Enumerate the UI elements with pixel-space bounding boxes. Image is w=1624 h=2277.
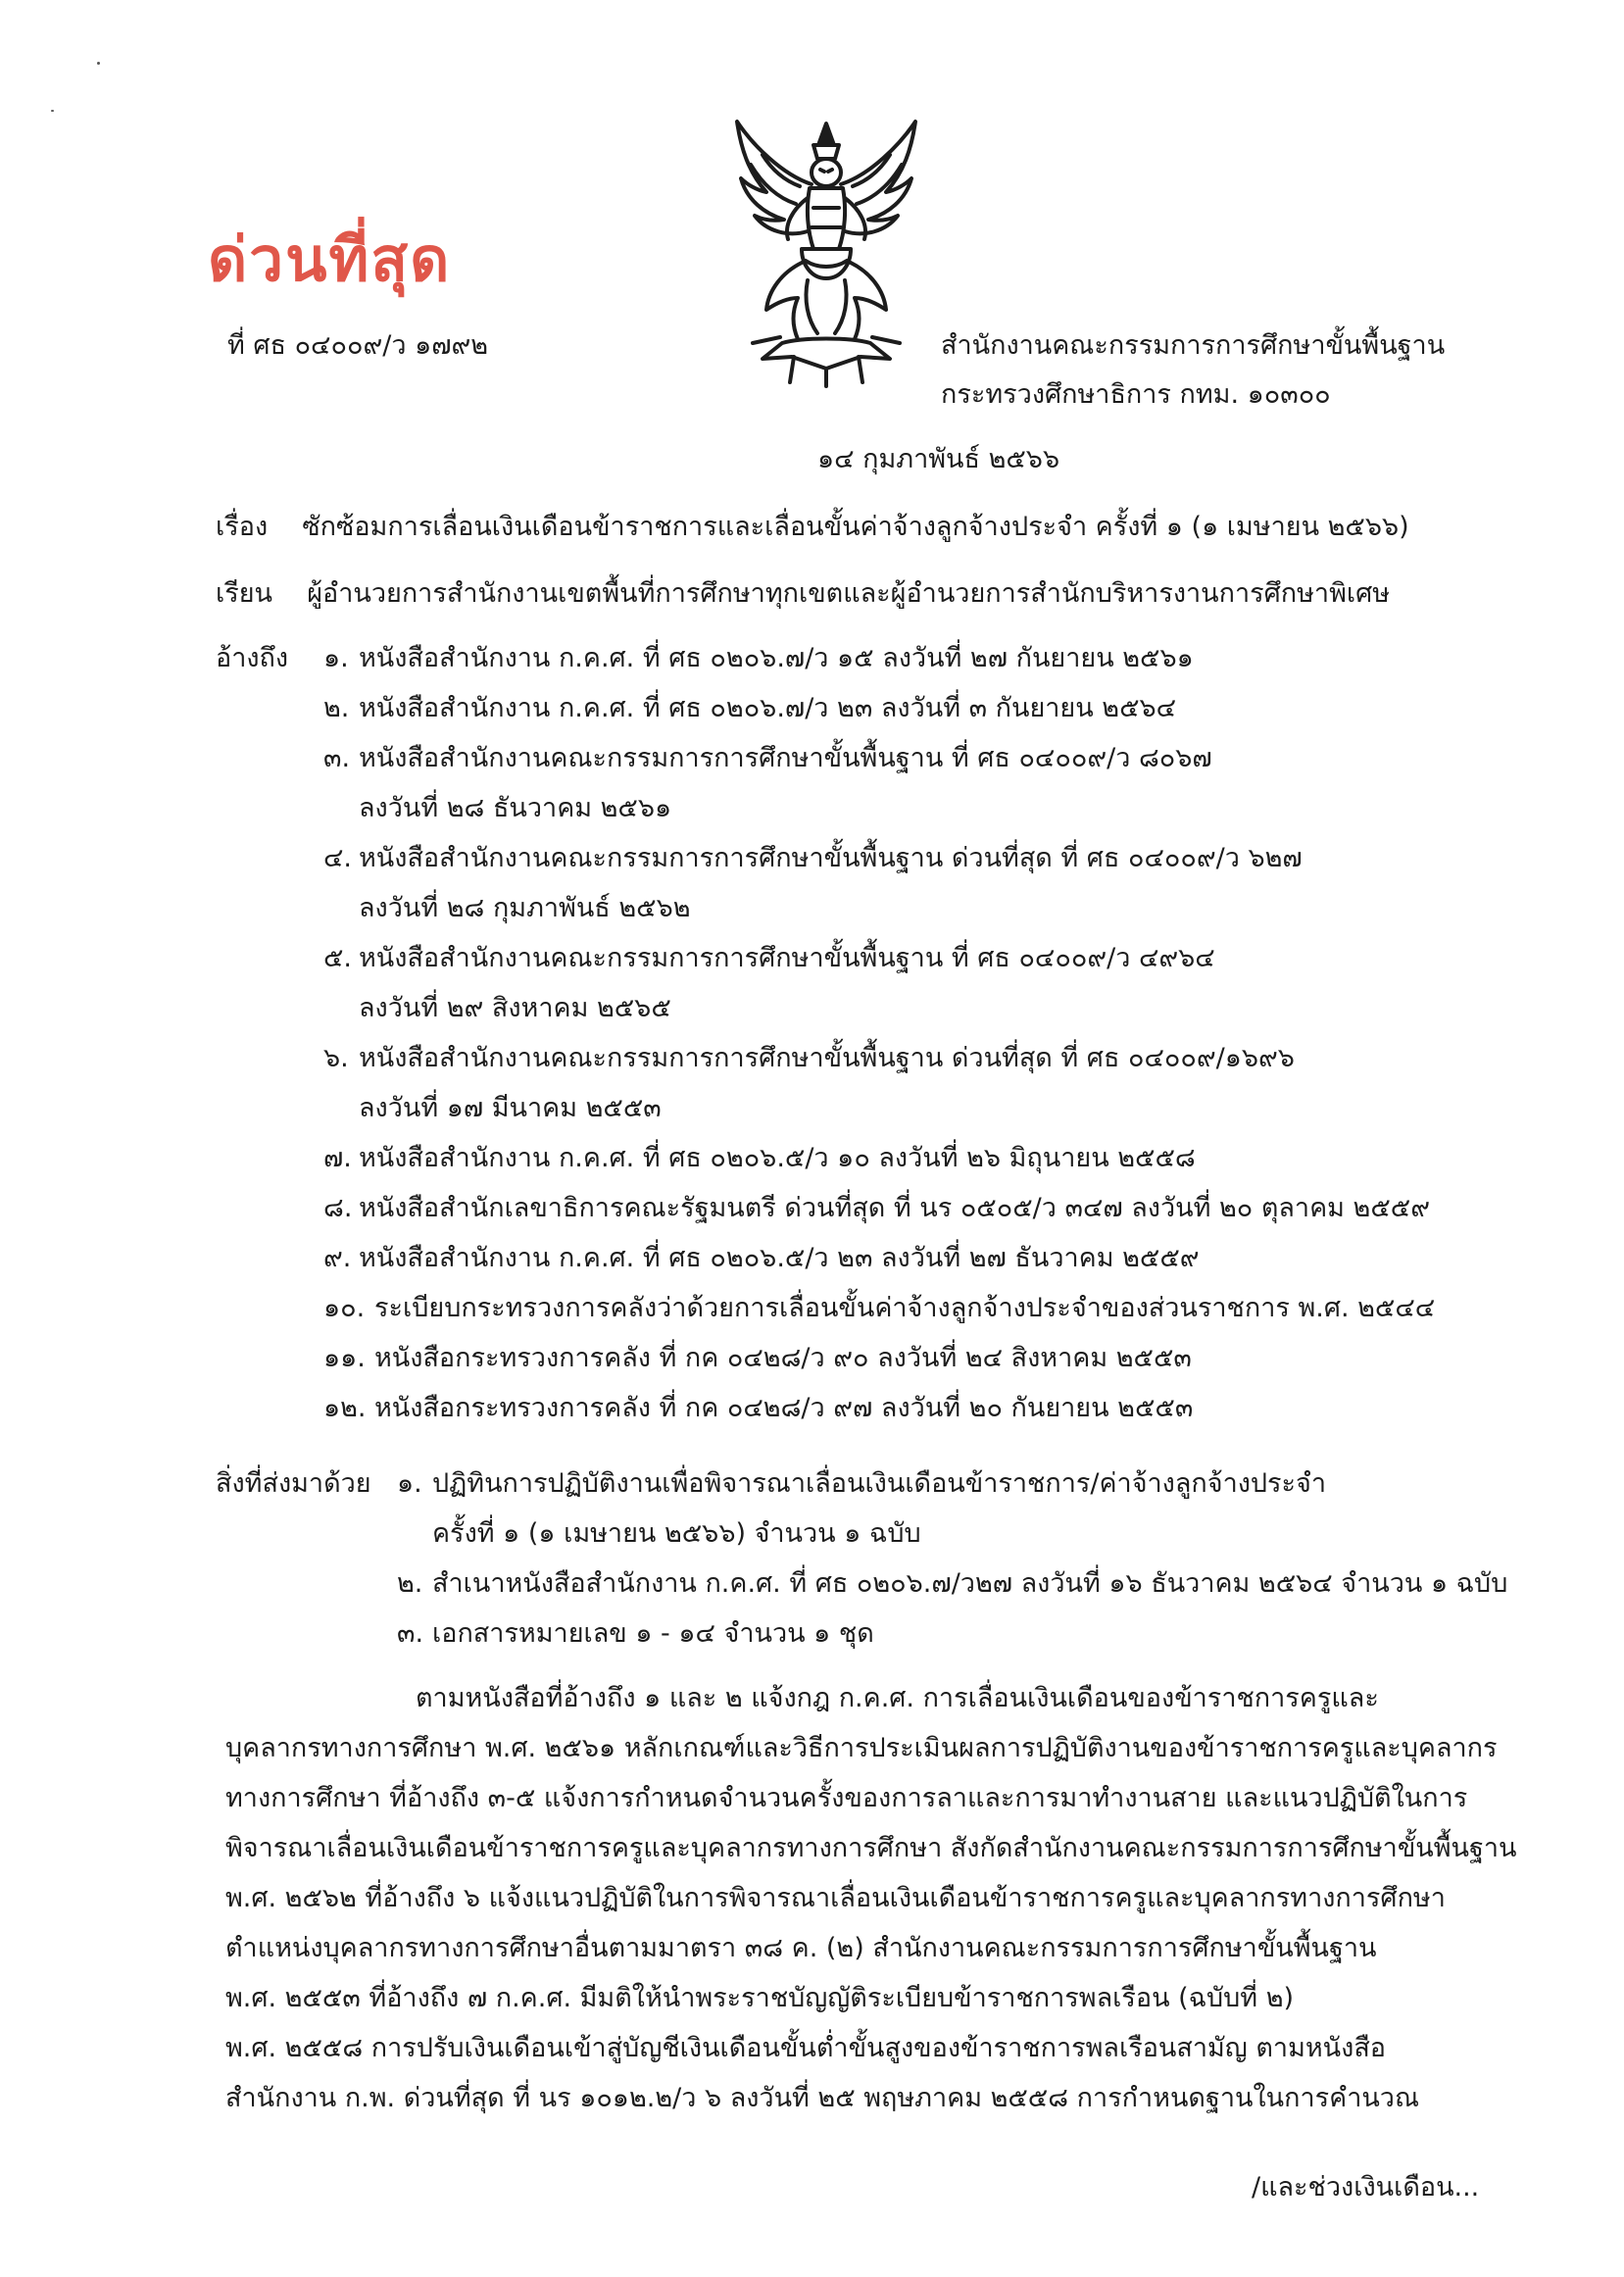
continuation-note: /และช่วงเงินเดือน... xyxy=(1252,2172,1480,2203)
urgent-stamp: ด่วนที่สุด xyxy=(208,223,452,295)
reference-number-label: ๑๒. xyxy=(323,1393,367,1423)
reference-number-label: ๖. xyxy=(323,1043,349,1073)
reference-item xyxy=(323,1289,1509,1339)
enclosure-number-label: ๑. xyxy=(397,1468,422,1499)
enclosure-text-cont: ครั้งที่ ๑ (๑ เมษายน ๒๕๖๖) จำนวน ๑ ฉบับ xyxy=(432,1518,921,1549)
issuing-address: กระทรวงศึกษาธิการ กทม. ๑๐๓๐๐ xyxy=(941,379,1331,410)
body-line: บุคลากรทางการศึกษา พ.ศ. ๒๕๖๑ หลักเกณฑ์และวิธีการประเมินผลการปฏิบัติงานของข้าราชการครูและบุคลากร xyxy=(225,1733,1498,1763)
reference-item xyxy=(323,1189,1509,1239)
enclosure-text: สำเนาหนังสือสำนักงาน ก.ค.ศ. ที่ ศธ ๐๒๐๖.๗/ว๒๗ ลงวันที่ ๑๖ ธันวาคม ๒๕๖๔ จำนวน ๑ ฉบับ xyxy=(432,1568,1508,1599)
reference-number-label: ๔. xyxy=(323,843,353,873)
addressee-label: เรียน xyxy=(216,578,273,609)
enclosure-number-label: ๓. xyxy=(397,1618,424,1649)
reference-number: ที่ ศธ ๐๔๐๐๙/ว ๑๗๙๒ xyxy=(227,330,489,361)
reference-date: ลงวันที่ ๒๙ สิงหาคม ๒๕๖๕ xyxy=(359,993,671,1023)
body-line: ทางการศึกษา ที่อ้างถึง ๓-๕ แจ้งการกำหนดจำนวนครั้งของการลาและการมาทำงานสาย และแนวปฏิบัติในการ xyxy=(225,1783,1468,1813)
body-line: พิจารณาเลื่อนเงินเดือนข้าราชการครูและบุคลากรทางการศึกษา สังกัดสำนักงานคณะกรรมการการศึกษาขั้นพื้นฐาน xyxy=(225,1833,1517,1863)
reference-number-label: ๑๐. xyxy=(323,1293,366,1323)
body-paragraph xyxy=(225,1679,1517,2129)
scan-speck xyxy=(51,110,54,112)
addressee-text: ผู้อำนวยการสำนักงานเขตพื้นที่การศึกษาทุกเขตและผู้อำนวยการสำนักบริหารงานการศึกษาพิเศษ xyxy=(307,578,1391,609)
body-line: สำนักงาน ก.พ. ด่วนที่สุด ที่ นร ๑๐๑๒.๒/ว ๖ ลงวันที่ ๒๕ พฤษภาคม ๒๕๕๘ การกำหนดฐานในการคำนวณ xyxy=(225,2083,1420,2113)
references-label: อ้างถึง xyxy=(216,643,289,673)
enclosure-text: เอกสารหมายเลข ๑ - ๑๔ จำนวน ๑ ชุด xyxy=(432,1618,874,1649)
body-line: พ.ศ. ๒๕๕๘ การปรับเงินเดือนเข้าสู่บัญชีเงินเดือนขั้นต่ำขั้นสูงของข้าราชการพลเรือนสามัญ ตามหนังสือ xyxy=(225,2033,1387,2063)
subject-label: เรื่อง xyxy=(216,512,269,542)
reference-item xyxy=(323,839,1509,939)
subject-text: ซักซ้อมการเลื่อนเงินเดือนข้าราชการและเลื่อนขั้นค่าจ้างลูกจ้างประจำ ครั้งที่ ๑ (๑ เมษายน ๒๕๖๖) xyxy=(302,512,1409,542)
body-line: พ.ศ. ๒๕๖๒ ที่อ้างถึง ๖ แจ้งแนวปฏิบัติในการพิจารณาเลื่อนเงินเดือนข้าราชการครูและบุคลากรทางการศึกษา xyxy=(225,1883,1446,1913)
reference-text: หนังสือสำนักงานคณะกรรมการการศึกษาขั้นพื้นฐาน ด่วนที่สุด ที่ ศธ ๐๔๐๐๙/๑๖๙๖ xyxy=(359,1043,1295,1073)
reference-number-label: ๗. xyxy=(323,1143,352,1173)
body-line: ตำแหน่งบุคลากรทางการศึกษาอื่นตามมาตรา ๓๘ ค. (๒) สำนักงานคณะกรรมการการศึกษาขั้นพื้นฐาน xyxy=(225,1933,1377,1963)
reference-number-label: ๑. xyxy=(323,643,349,673)
reference-text: หนังสือสำนักงาน ก.ค.ศ. ที่ ศธ ๐๒๐๖.๕/ว ๒๓ ลงวันที่ ๒๗ ธันวาคม ๒๕๕๙ xyxy=(359,1243,1200,1273)
reference-item xyxy=(323,1339,1509,1389)
reference-item xyxy=(323,1139,1509,1189)
reference-number-label: ๘. xyxy=(323,1193,353,1223)
issuing-office: สำนักงานคณะกรรมการการศึกษาขั้นพื้นฐาน xyxy=(941,330,1446,361)
reference-text: หนังสือสำนักงานคณะกรรมการการศึกษาขั้นพื้นฐาน ที่ ศธ ๐๔๐๐๙/ว ๔๙๖๔ xyxy=(359,943,1215,973)
reference-item xyxy=(323,1389,1509,1439)
reference-text: หนังสือสำนักเลขาธิการคณะรัฐมนตรี ด่วนที่สุด ที่ นร ๐๕๐๕/ว ๓๔๗ ลงวันที่ ๒๐ ตุลาคม ๒๕๕๙ xyxy=(359,1193,1430,1223)
reference-number-label: ๕. xyxy=(323,943,353,973)
addressee-line xyxy=(216,574,1390,614)
reference-text: ระเบียบกระทรวงการคลังว่าด้วยการเลื่อนขั้นค่าจ้างลูกจ้างประจำของส่วนราชการ พ.ศ. ๒๕๔๔ xyxy=(374,1293,1436,1323)
body-line: ตามหนังสือที่อ้างถึง ๑ และ ๒ แจ้งกฎ ก.ค.ศ. การเลื่อนเงินเดือนของข้าราชการครูและ xyxy=(416,1683,1379,1713)
enclosure-item xyxy=(397,1614,1583,1664)
enclosure-item xyxy=(397,1464,1583,1564)
references-list xyxy=(323,639,1509,1439)
letter-date: ๑๔ กุมภาพันธ์ ๒๕๖๖ xyxy=(817,444,1060,474)
reference-item xyxy=(323,1039,1509,1139)
reference-text: หนังสือสำนักงานคณะกรรมการการศึกษาขั้นพื้นฐาน ด่วนที่สุด ที่ ศธ ๐๔๐๐๙/ว ๖๒๗ xyxy=(359,843,1303,873)
reference-number-label: ๙. xyxy=(323,1243,352,1273)
subject-line xyxy=(216,508,1409,547)
reference-text: หนังสือสำนักงานคณะกรรมการการศึกษาขั้นพื้นฐาน ที่ ศธ ๐๔๐๐๙/ว ๘๐๖๗ xyxy=(359,743,1212,773)
reference-text: หนังสือกระทรวงการคลัง ที่ กค ๐๔๒๘/ว ๙๗ ลงวันที่ ๒๐ กันยายน ๒๕๕๓ xyxy=(374,1393,1194,1423)
reference-text: หนังสือกระทรวงการคลัง ที่ กค ๐๔๒๘/ว ๙๐ ลงวันที่ ๒๔ สิงหาคม ๒๕๕๓ xyxy=(374,1343,1192,1373)
garuda-emblem-icon xyxy=(723,116,929,390)
reference-item xyxy=(323,639,1509,689)
body-line: พ.ศ. ๒๕๕๓ ที่อ้างถึง ๗ ก.ค.ศ. มีมติให้นำพระราชบัญญัติระเบียบข้าราชการพลเรือน (ฉบับที่ ๒) xyxy=(225,1983,1295,2013)
reference-number-label: ๒. xyxy=(323,693,350,723)
scan-speck xyxy=(97,62,100,65)
reference-item xyxy=(323,689,1509,739)
enclosure-item xyxy=(397,1564,1583,1614)
reference-date: ลงวันที่ ๒๘ ธันวาคม ๒๕๖๑ xyxy=(359,793,672,823)
reference-item xyxy=(323,739,1509,839)
reference-date: ลงวันที่ ๑๗ มีนาคม ๒๕๕๓ xyxy=(359,1093,662,1123)
enclosures-list xyxy=(397,1464,1583,1664)
enclosure-text: ปฏิทินการปฏิบัติงานเพื่อพิจารณาเลื่อนเงินเดือนข้าราชการ/ค่าจ้างลูกจ้างประจำ xyxy=(432,1468,1327,1499)
reference-item xyxy=(323,1239,1509,1289)
reference-date: ลงวันที่ ๒๘ กุมภาพันธ์ ๒๕๖๒ xyxy=(359,893,691,923)
reference-number-label: ๑๑. xyxy=(323,1343,366,1373)
reference-number-label: ๓. xyxy=(323,743,351,773)
reference-text: หนังสือสำนักงาน ก.ค.ศ. ที่ ศธ ๐๒๐๖.๗/ว ๑๕ ลงวันที่ ๒๗ กันยายน ๒๕๖๑ xyxy=(359,643,1194,673)
enclosure-number-label: ๒. xyxy=(397,1568,423,1599)
reference-text: หนังสือสำนักงาน ก.ค.ศ. ที่ ศธ ๐๒๐๖.๕/ว ๑๐ ลงวันที่ ๒๖ มิถุนายน ๒๕๕๘ xyxy=(359,1143,1196,1173)
reference-item xyxy=(323,939,1509,1039)
reference-text: หนังสือสำนักงาน ก.ค.ศ. ที่ ศธ ๐๒๐๖.๗/ว ๒๓ ลงวันที่ ๓ กันยายน ๒๕๖๔ xyxy=(359,693,1177,723)
enclosures-label: สิ่งที่ส่งมาด้วย xyxy=(216,1468,371,1499)
